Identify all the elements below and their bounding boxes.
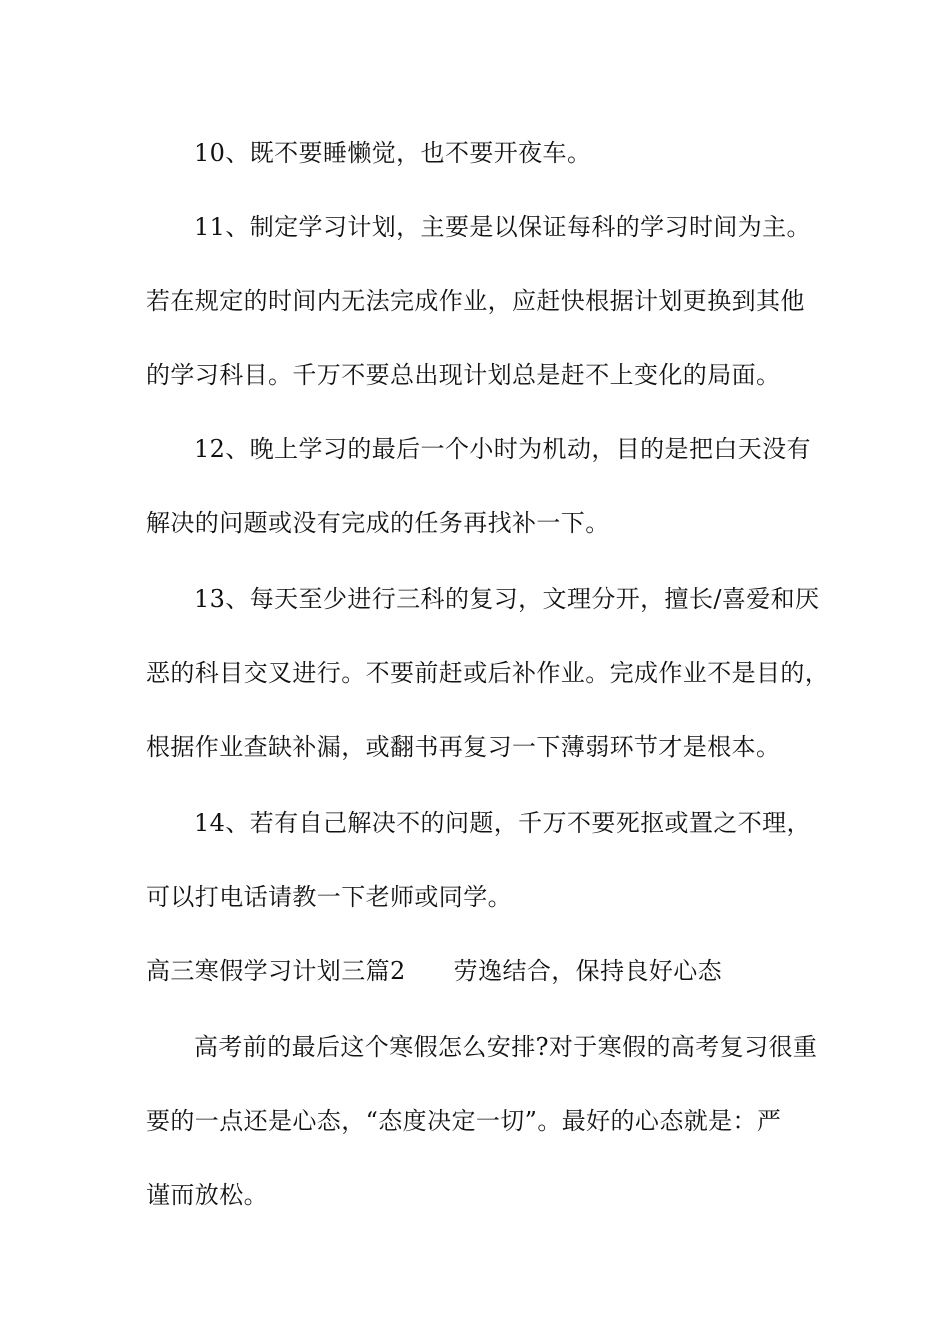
item-11-line-2: 若在规定的时间内无法完成作业，应赶快根据计划更换到其他 [146, 287, 805, 315]
item-12-line-2: 解决的问题或没有完成的任务再找补一下。 [146, 509, 610, 537]
closing-paragraph-line-2: 要的一点还是心态，“态度决定一切”。最好的心态就是：严 [146, 1107, 782, 1135]
item-12-line-1: 12、晚上学习的最后一个小时为机动，目的是把白天没有 [194, 435, 811, 463]
item-10-line-1: 10、既不要睡懒觉，也不要开夜车。 [194, 139, 592, 167]
item-11-line-3: 的学习科目。千万不要总出现计划总是赶不上变化的局面。 [146, 361, 781, 389]
item-13-line-2: 恶的科目交叉进行。不要前赶或后补作业。完成作业不是目的， [146, 659, 830, 687]
section-heading [146, 956, 836, 986]
item-13-line-1: 13、每天至少进行三科的复习，文理分开，擅长/喜爱和厌 [194, 585, 820, 613]
item-11-line-1: 11、制定学习计划，主要是以保证每科的学习时间为主。 [194, 213, 811, 241]
item-14-line-2: 可以打电话请教一下老师或同学。 [146, 883, 512, 911]
item-13-line-3: 根据作业查缺补漏，或翻书再复习一下薄弱环节才是根本。 [146, 733, 781, 761]
item-14-line-1: 14、若有自己解决不的问题，千万不要死抠或置之不理， [194, 809, 811, 837]
section-heading-title: 高三寒假学习计划三篇2 [146, 957, 406, 985]
closing-paragraph-line-1: 高考前的最后这个寒假怎么安排?对于寒假的高考复习很重 [194, 1033, 818, 1061]
section-heading-subtitle: 劳逸结合，保持良好心态 [453, 957, 723, 985]
closing-paragraph-line-3: 谨而放松。 [146, 1181, 268, 1209]
